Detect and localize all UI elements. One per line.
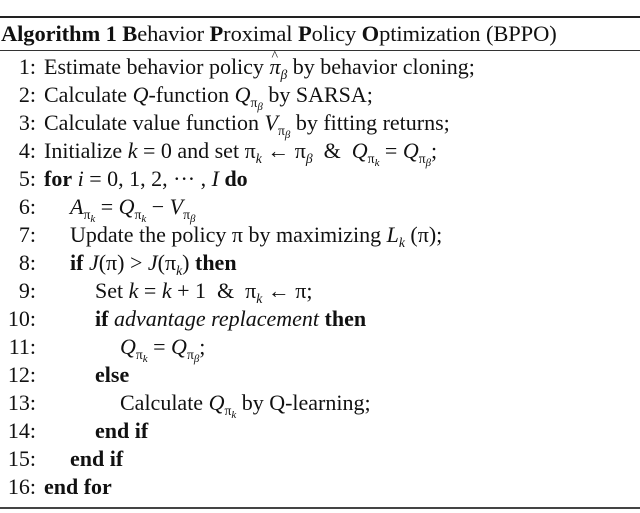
line-number: 2:	[18, 82, 36, 107]
line-number: 3:	[18, 110, 36, 135]
line-text: Initialize k = 0 and set $\pi_k$ ← $\pi_\beta$ & $Q_{\pi_k} = Q_{\pi_\beta}$;	[44, 138, 438, 170]
line-text: $A_{\pi_k} = Q_{\pi_k} - V_{\pi_\beta}$	[70, 194, 196, 226]
line-number: 8:	[18, 250, 36, 275]
line-number: 7:	[18, 222, 36, 247]
line-text: if $J(\pi) > J(\pi_k)$ then	[70, 250, 237, 278]
line-text: Estimate behavior policy ^ $\pi_\beta$ by behavior cloning;	[44, 53, 475, 81]
line-number: 1:	[18, 54, 36, 79]
caption-label: Algorithm 1	[1, 21, 117, 46]
line-number: 12:	[7, 362, 36, 387]
algorithm-line	[0, 473, 640, 501]
algorithm-line	[0, 249, 640, 277]
line-text: $Q_{\pi_k} = Q_{\pi_\beta}$;	[120, 334, 206, 366]
caption-initial-b: B	[122, 21, 138, 46]
bottom-rule	[0, 507, 640, 509]
line-number: 16:	[7, 474, 36, 499]
line-text: Calculate value function $V_{\pi_\beta}$ by fitting returns;	[44, 110, 450, 142]
algorithm-line	[0, 81, 640, 114]
algorithm-line	[0, 445, 640, 473]
line-number: 6:	[18, 194, 36, 219]
caption-text: roximal	[223, 21, 298, 46]
algorithm-line	[0, 53, 640, 81]
caption-text: ptimization (BPPO)	[379, 21, 557, 46]
line-text: Calculate $Q_{\pi_k}$ by Q-learning;	[120, 390, 371, 422]
line-number: 14:	[7, 418, 36, 443]
algorithm-lines	[0, 51, 640, 501]
line-text: for i = 0, 1, 2, ··· , I do	[44, 166, 248, 191]
caption-text: olicy	[311, 21, 362, 46]
algorithm-line	[0, 165, 640, 193]
algorithm-line	[0, 389, 640, 422]
algorithm-line	[0, 305, 640, 333]
caption-initial-p: P	[209, 21, 224, 46]
algorithm-box	[0, 16, 640, 501]
algorithm-caption	[0, 18, 640, 50]
algorithm-line	[0, 277, 640, 305]
line-text: end if	[70, 446, 124, 471]
line-text: else	[95, 362, 130, 387]
line-number: 9:	[18, 278, 36, 303]
algorithm-line	[0, 193, 640, 226]
algorithm-line	[0, 109, 640, 142]
line-number: 13:	[7, 390, 36, 415]
line-number: 4:	[18, 138, 36, 163]
algorithm-line	[0, 221, 640, 249]
line-text: if advantage replacement then	[95, 306, 367, 331]
line-number: 5:	[18, 166, 36, 191]
algorithm-line	[0, 417, 640, 445]
line-text: end for	[44, 474, 112, 499]
caption-text: ehavior	[137, 21, 210, 46]
line-number: 11:	[8, 334, 36, 359]
algorithm-line	[0, 137, 640, 170]
algorithm-line	[0, 333, 640, 366]
line-number: 15:	[7, 446, 36, 471]
line-text: end if	[95, 418, 149, 443]
caption-initial-o: O	[361, 21, 380, 46]
line-number: 10:	[7, 306, 36, 331]
line-text: Calculate Q-function $Q_{\pi_\beta}$ by SARSA;	[44, 82, 373, 114]
line-text: Set k = k + 1 & $\pi_k$ ← π;	[95, 278, 313, 306]
line-text: Update the policy π by maximizing $L_k$ (π);	[70, 222, 443, 250]
caption-initial-p: P	[297, 21, 312, 46]
algorithm-line	[0, 361, 640, 389]
